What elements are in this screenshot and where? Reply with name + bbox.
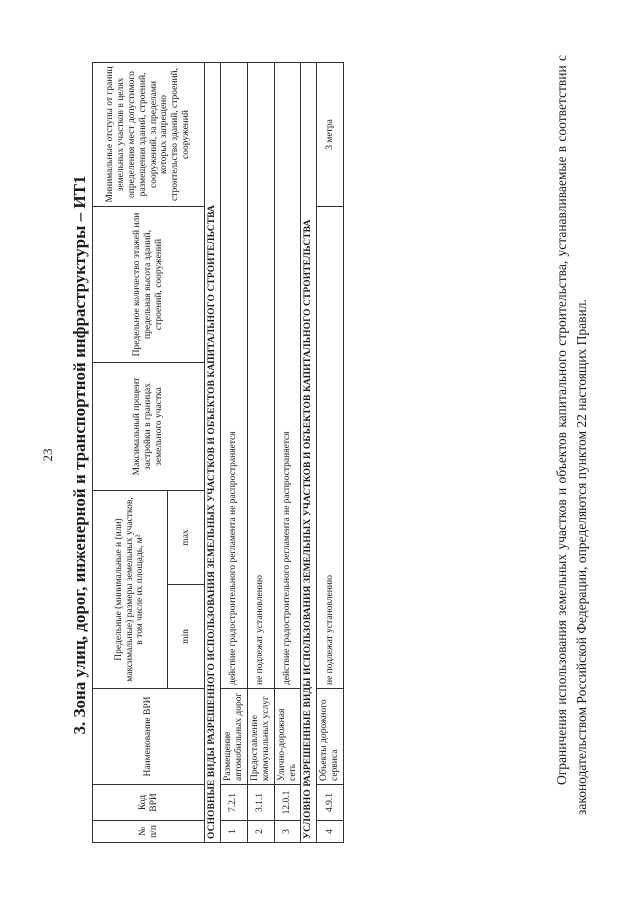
- section-main-label: ОСНОВНЫЕ ВИДЫ РАЗРЕШЕННОГО ИСПОЛЬЗОВАНИЯ ЗЕМЕЛЬНЫХ УЧАСТКОВ И ОБЪЕКТОВ КАПИТАЛЬНОГО СТРОИТЕЛЬСТВА: [205, 63, 221, 843]
- header-name: Наименование ВРИ: [93, 689, 205, 785]
- row-code: 3.1.1: [247, 785, 274, 821]
- row-code: 7.2.1: [220, 785, 247, 821]
- table-row: [247, 63, 274, 843]
- row-name: Улично-дорожная сеть: [274, 689, 301, 785]
- section-conditional-label: УСЛОВНО РАЗРЕШЕННЫЕ ВИДЫ ИСПОЛЬЗОВАНИЯ ЗЕМЕЛЬНЫХ УЧАСТКОВ И ОБЪЕКТОВ КАПИТАЛЬНОГО СТРОИТЕЛЬСТВА: [301, 63, 317, 843]
- row-name: Предоставление коммунальных услуг: [247, 689, 274, 785]
- row-name: Объекты дорожного сервиса: [317, 689, 344, 785]
- row-num: 3: [274, 821, 301, 843]
- section-title: 3. Зона улиц, дорог, инженерной и транспортной инфраструктуры – ИТ1: [70, 175, 89, 735]
- header-code: Код ВРИ: [93, 785, 205, 821]
- header-max: max: [168, 491, 205, 585]
- row-code: 4.9.1: [317, 785, 344, 821]
- header-min: min: [168, 585, 205, 689]
- row-value: не подлежат установлению: [317, 207, 344, 689]
- header-coverage: Максимальный процент застройки в границах земельного участка: [93, 363, 205, 491]
- row-value: действие градостроительного регламента не распространяется: [274, 63, 301, 689]
- row-num: 4: [317, 821, 344, 843]
- row-value: действие градостроительного регламента не распространяется: [220, 63, 247, 689]
- zoning-regulations-table: [92, 62, 344, 843]
- section-row-conditional: [301, 63, 317, 843]
- section-row-main: [205, 63, 221, 843]
- header-floors: Предельное количество этажей или предельная высота зданий, строений, сооружений: [93, 207, 205, 363]
- footnote-paragraph: Ограничения использования земельных участков и объектов капитального строительства, устанавливаемые в соответствии с законодательством Российской Федерации, определяются пунктом 22 настоящих Правил.: [553, 55, 590, 815]
- table-row: [220, 63, 247, 843]
- table-header-row: [93, 63, 168, 843]
- table-row: [317, 63, 344, 843]
- row-name: Размещение автомобильных дорог: [220, 689, 247, 785]
- row-num: 2: [247, 821, 274, 843]
- header-setback: Минимальные отступы от границ земельных участков в целях определения мест допустимого размещения зданий, строений, сооружений, за пределами которых запрещено строительство зданий, строений, сооружений: [93, 63, 205, 207]
- row-setback: 3 метра: [317, 63, 344, 207]
- table-row: [274, 63, 301, 843]
- row-num: 1: [220, 821, 247, 843]
- header-num: № п/п: [93, 821, 205, 843]
- header-size-group: Предельные (минимальные и (или) максимальные) размеры земельных участков, в том числе их площадь, м²: [93, 491, 168, 689]
- page-number: 23: [40, 448, 55, 462]
- row-code: 12.0.1: [274, 785, 301, 821]
- row-value: не подлежат установлению: [247, 63, 274, 689]
